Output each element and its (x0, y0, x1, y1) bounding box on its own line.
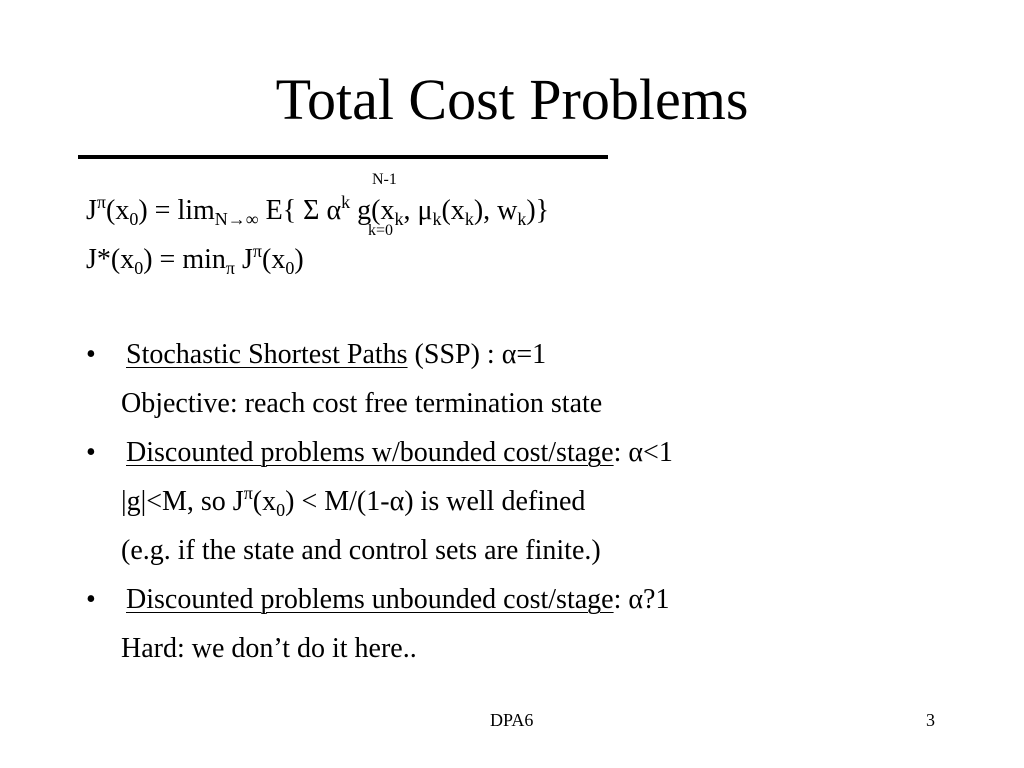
sum-upper-limit: N-1 (372, 171, 397, 188)
sum-lower-limit: k=0 (368, 222, 394, 239)
condition-zero: 0 (276, 500, 286, 520)
equation-cost-definition (86, 194, 549, 228)
eq2-zero: 0 (134, 258, 144, 278)
eq2-jstar: J*(x (86, 244, 135, 275)
discounted-bounded-rest: : α<1 (613, 437, 673, 468)
eq2-close: ) (294, 244, 304, 275)
eq1-g-open: g(x (350, 195, 395, 226)
equation-optimal-cost (86, 243, 304, 277)
discounted-bounded-heading: Discounted problems w/bounded cost/stage (126, 437, 614, 468)
condition-text-c: ) < M/(1-α) is well defined (285, 486, 586, 517)
discounted-bounded-example: (e.g. if the state and control sets are finite.) (121, 535, 601, 566)
eq1-k1: k (394, 209, 404, 229)
eq2-zero2: 0 (285, 258, 295, 278)
eq1-tail: )} (526, 195, 550, 226)
discounted-unbounded-heading: Discounted problems unbounded cost/stage (126, 584, 614, 615)
eq1-alpha-pow: k (341, 192, 351, 212)
eq2-arg-open: (x (262, 244, 286, 275)
bullet-discounted-unbounded (126, 583, 669, 617)
discounted-bounded-condition (121, 485, 585, 519)
footer-label: DPA6 (490, 710, 534, 730)
bullet-marker-discounted-unbounded: • (86, 584, 96, 615)
ssp-objective: Objective: reach cost free termination state (121, 388, 603, 419)
ssp-heading: Stochastic Shortest Paths (126, 339, 408, 370)
eq2-j: J (235, 244, 253, 275)
eq1-pi: π (96, 192, 106, 212)
bullet-discounted-bounded (126, 436, 673, 470)
eq1-zero: 0 (129, 209, 139, 229)
eq1-close-w: ), w (473, 195, 518, 226)
eq1-expectation: E{ (258, 195, 304, 226)
bullet-marker-ssp: • (86, 339, 96, 370)
eq2-pi: π (252, 241, 263, 261)
discounted-unbounded-note: Hard: we don’t do it here.. (121, 633, 417, 664)
ssp-rest: (SSP) : α=1 (407, 339, 547, 370)
condition-text-a: |g|<M, so J (121, 486, 244, 517)
page-number: 3 (926, 710, 935, 730)
eq1-paren-x: (x (441, 195, 465, 226)
eq1-mu: , μ (403, 195, 433, 226)
bullet-ssp (126, 338, 546, 372)
slide-title: Total Cost Problems (275, 67, 749, 132)
condition-pi: π (243, 483, 253, 503)
eq1-k4: k (517, 209, 527, 229)
eq2-min-sub: π (225, 258, 236, 278)
eq1-lim: ) = lim (138, 195, 215, 226)
condition-text-b: (x (252, 486, 277, 517)
bullet-marker-discounted-bounded: • (86, 437, 96, 468)
eq1-arg-open: (x (106, 195, 130, 226)
eq1-k3: k (464, 209, 474, 229)
sum-sigma: Σ (303, 195, 320, 226)
eq1-alpha: α (319, 195, 342, 226)
discounted-unbounded-rest: : α?1 (613, 584, 670, 615)
eq1-j: J (86, 195, 97, 226)
eq2-min: ) = min (143, 244, 226, 275)
eq1-lim-sub: N→∞ (214, 209, 259, 229)
eq1-k2: k (432, 209, 442, 229)
title-underline-rule (78, 155, 608, 159)
